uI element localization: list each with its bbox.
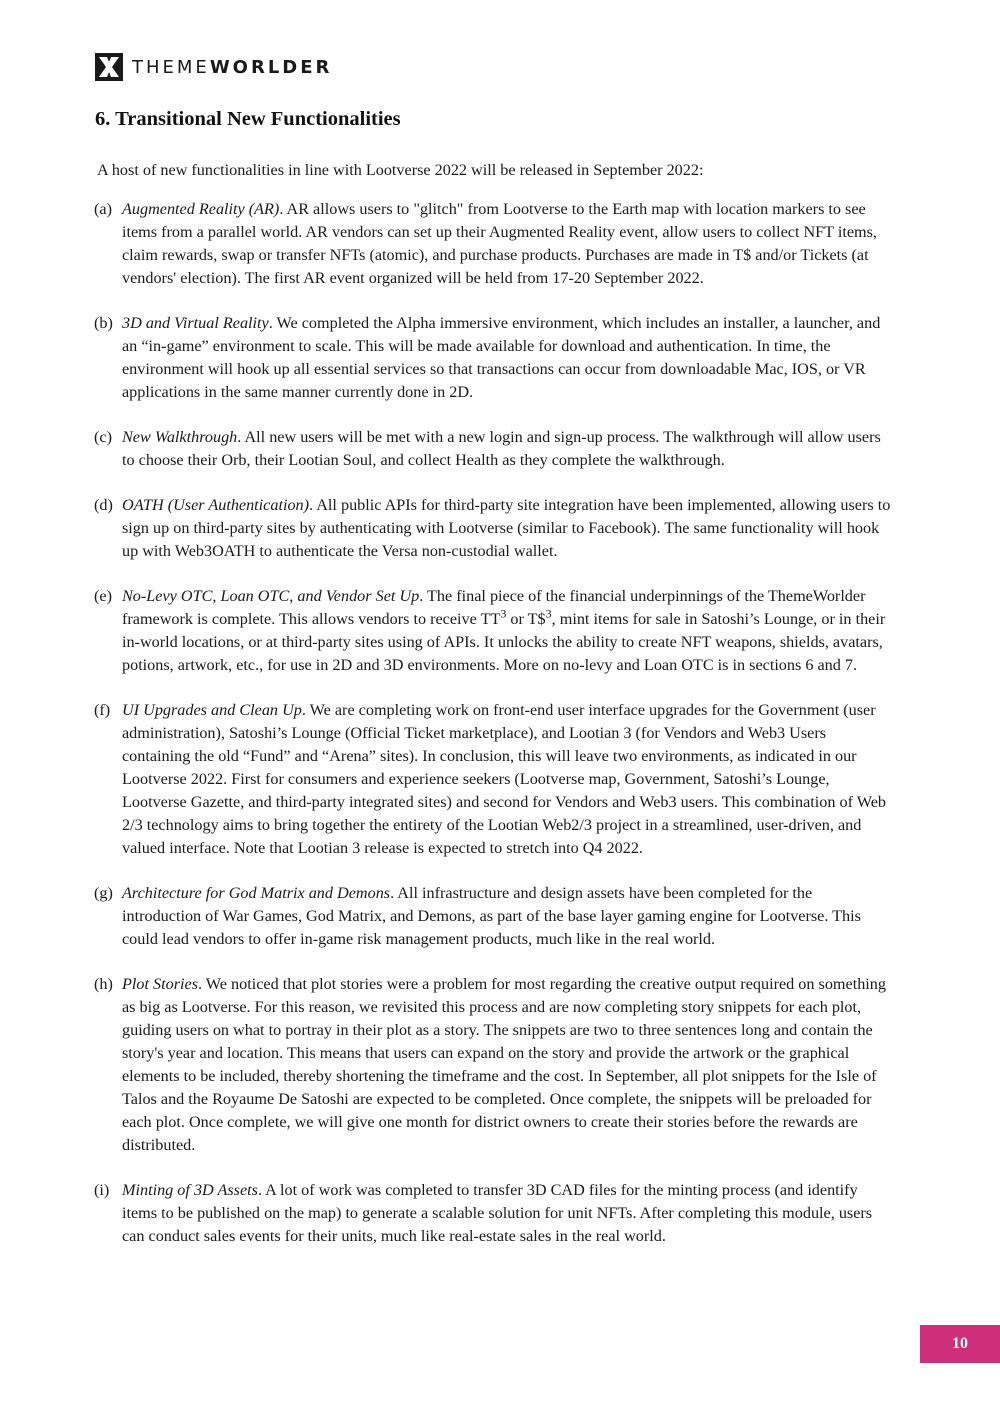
item-title: UI Upgrades and Clean Up — [122, 701, 302, 719]
item-label: (f) — [94, 701, 111, 719]
item-text: . AR allows users to "glitch" from Lootverse to the Earth map with location markers to see items from a parallel world. AR vendors can set up their Augmented Reality event, allow users to collect NFT items, claim rewards, swap or transfer NFTs (atomic), and purchase products. Purchases are made in T$ and/or Tickets (at vendors' election). The first AR event organized will be held from 17-20 September 2022. — [122, 200, 877, 287]
item-label: (i) — [94, 1181, 110, 1199]
list-item — [94, 312, 894, 404]
item-text: . The final piece of the financial underpinnings of the ThemeWorlder framework is complete. This allows vendors to receive TT — [122, 587, 866, 628]
item-text: . All new users will be met with a new login and sign-up process. The walkthrough will allow users to choose their Orb, their Lootian Soul, and collect Health as they complete the walkthrough. — [122, 428, 881, 469]
intro-paragraph: A host of new functionalities in line with Lootverse 2022 will be released in September 2022: — [97, 161, 704, 179]
page-number: 10 — [920, 1325, 1000, 1363]
list-item — [94, 426, 894, 472]
item-text: . We completed the Alpha immersive environment, which includes an installer, a launcher, and an “in-game” environment to scale. This will be made available for download and authentication. In time, the environment will hook up all essential services so that transactions can occur from downloadable Mac, IOS, or VR applications in the same manner currently done in 2D. — [122, 314, 881, 401]
logo — [95, 52, 332, 82]
item-text: . All public APIs for third-party site integration have been implemented, allowing users to sign up on third-party sites by authenticating with Lootverse (similar to Facebook). The same functionality will hook up with Web3OATH to authenticate the Versa non-custodial wallet. — [122, 496, 891, 560]
item-text: . All infrastructure and design assets have been completed for the introduction of War Games, God Matrix, and Demons, as part of the base layer gaming engine for Lootverse. This could lead vendors to offer in-game risk management products, much like in the real world. — [122, 884, 861, 948]
item-title: No-Levy OTC, Loan OTC, and Vendor Set Up — [122, 587, 420, 605]
item-title: Minting of 3D Assets — [122, 1181, 258, 1199]
list-item — [94, 585, 894, 677]
item-label: (h) — [94, 975, 113, 993]
item-label: (g) — [94, 884, 113, 902]
logo-text — [132, 57, 332, 78]
list-item — [94, 1179, 894, 1248]
item-title: OATH (User Authentication) — [122, 496, 310, 514]
item-title: New Walkthrough — [122, 428, 238, 446]
list-item — [94, 494, 894, 563]
item-label: (e) — [94, 587, 112, 605]
list-item — [94, 973, 894, 1157]
logo-text-light: THEME — [132, 56, 210, 78]
item-label: (b) — [94, 314, 113, 332]
functionality-list — [94, 198, 894, 1270]
item-label: (c) — [94, 428, 112, 446]
section-title: 6. Transitional New Functionalities — [95, 108, 401, 130]
item-label: (d) — [94, 496, 113, 514]
logo-text-bold: WORLDER — [209, 56, 333, 78]
item-text: . A lot of work was completed to transfer 3D CAD files for the minting process (and identify items to be published on the map) to generate a scalable solution for unit NFTs. After completing this module, users can conduct sales events for their units, much like real-estate sales in the real world. — [122, 1181, 873, 1245]
item-text: . We noticed that plot stories were a problem for most regarding the creative output required on something as big as Lootverse. For this reason, we revisited this process and are now completing story snippets for each plot, guiding users on what to portray in their plot as a story. The snippets are two to three sentences long and contain the story's year and location. This means that users can expand on the story and provide the artwork or the graphical elements to be included, thereby shortening the timeframe and the cost. In September, all plot snippets for the Isle of Talos and the Royaume De Satoshi are expected to be completed. Once complete, the snippets will be preloaded for each plot. Once complete, we will give one month for district owners to create their stories before the rewards are distributed. — [122, 975, 886, 1154]
list-item — [94, 699, 894, 860]
item-title: 3D and Virtual Reality — [122, 314, 269, 332]
item-text: , mint items for sale in Satoshi’s Lounge, or in their in-world locations, or at third-party sites using of APIs. It unlocks the ability to create NFT weapons, shields, avatars, potions, artwork, etc., for use in 2D and 3D environments. More on no-levy and Loan OTC is in sections 6 and 7. — [122, 610, 886, 674]
superscript: 3 — [545, 606, 552, 621]
list-item — [94, 198, 894, 290]
item-title: Plot Stories — [122, 975, 198, 993]
superscript: 3 — [500, 606, 507, 621]
themeworlder-mark-icon — [95, 53, 123, 81]
item-title: Augmented Reality (AR) — [122, 200, 280, 218]
item-title: Architecture for God Matrix and Demons — [122, 884, 391, 902]
list-item — [94, 882, 894, 951]
item-label: (a) — [94, 200, 112, 218]
item-text: . We are completing work on front-end user interface upgrades for the Government (user administration), Satoshi’s Lounge (Official Ticket marketplace), and Lootian 3 (for Vendors and Web3 Users containing the old “Fund” and “Arena” sites). In conclusion, this will leave two environments, as indicated in our Lootverse 2022. First for consumers and experience seekers (Lootverse map, Government, Satoshi’s Lounge, Lootverse Gazette, and third-party integrated sites) and second for Vendors and Web3 users. This combination of Web 2/3 technology aims to bring together the entirety of the Lootian Web2/3 project in a streamlined, user-driven, and valued interface. Note that Lootian 3 release is expected to stretch into Q4 2022. — [122, 701, 886, 857]
item-text: or T$ — [506, 610, 546, 628]
